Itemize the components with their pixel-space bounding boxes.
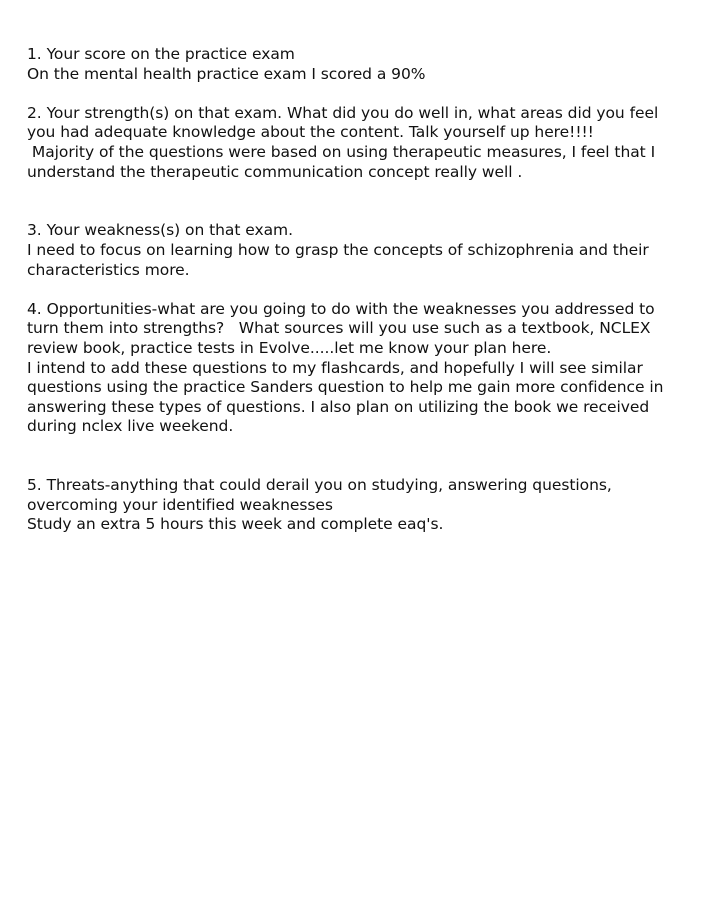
opportunities-question-line-3: review book, practice tests in Evolve.....let me know your plan here.: [27, 338, 552, 357]
opportunities-answer-line-2: questions using the practice Sanders question to help me gain more confidence in: [27, 378, 664, 397]
threats-question-line-1: 5. Threats-anything that could derail you on studying, answering questions,: [27, 476, 612, 495]
section-strengths: [27, 104, 689, 182]
section-threats: [27, 476, 689, 535]
spacer: [27, 280, 689, 300]
section-weaknesses: [27, 221, 689, 280]
strengths-answer-line-1: Majority of the questions were based on using therapeutic measures, I feel that I: [27, 142, 656, 161]
strengths-question-line-2: you had adequate knowledge about the content. Talk yourself up here!!!!: [27, 123, 594, 142]
section-score: [27, 45, 689, 84]
opportunities-question-line-1: 4. Opportunities-what are you going to do with the weaknesses you addressed to: [27, 299, 655, 318]
spacer: [27, 182, 689, 221]
threats-question-line-2: overcoming your identified weaknesses: [27, 495, 333, 514]
opportunities-answer-line-3: answering these types of questions. I also plan on utilizing the book we received: [27, 397, 650, 416]
weaknesses-question: 3. Your weakness(s) on that exam.: [27, 221, 293, 240]
weaknesses-answer-line-1: I need to focus on learning how to grasp the concepts of schizophrenia and their: [27, 240, 649, 259]
section-opportunities: [27, 300, 689, 437]
weaknesses-answer-line-2: characteristics more.: [27, 260, 190, 279]
strengths-question-line-1: 2. Your strength(s) on that exam. What did you do well in, what areas did you feel: [27, 103, 659, 122]
score-question: 1. Your score on the practice exam: [27, 45, 295, 63]
strengths-answer-line-2: understand the therapeutic communication concept really well .: [27, 162, 523, 181]
opportunities-answer-line-4: during nclex live weekend.: [27, 417, 234, 436]
spacer: [27, 437, 689, 476]
threats-answer: Study an extra 5 hours this week and complete eaq's.: [27, 515, 444, 534]
spacer: [27, 84, 689, 104]
document-body: [27, 45, 689, 535]
opportunities-answer-line-1: I intend to add these questions to my flashcards, and hopefully I will see similar: [27, 358, 643, 377]
opportunities-question-line-2: turn them into strengths? What sources will you use such as a textbook, NCLEX: [27, 319, 651, 338]
score-answer: On the mental health practice exam I scored a 90%: [27, 64, 426, 83]
